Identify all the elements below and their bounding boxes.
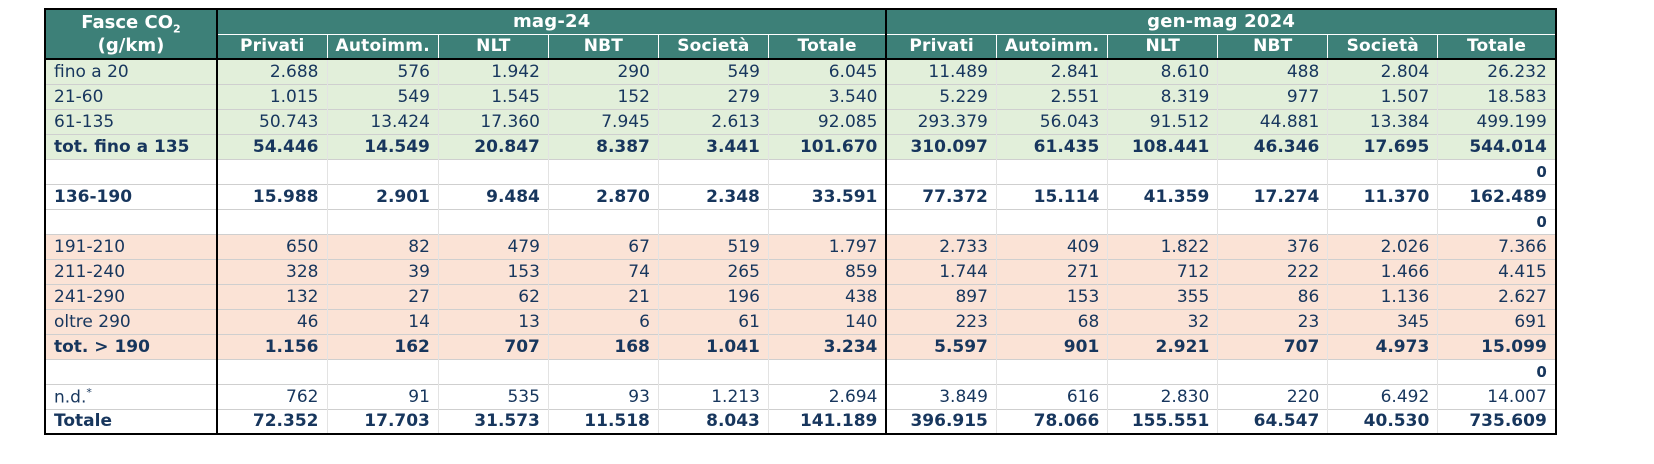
table-cell: 33.591 bbox=[768, 184, 886, 209]
table-cell: 409 bbox=[996, 234, 1107, 259]
table-cell: 6.045 bbox=[768, 59, 886, 84]
table-row bbox=[45, 184, 1556, 209]
table-cell bbox=[658, 359, 768, 384]
table-cell bbox=[768, 359, 886, 384]
table-cell: 78.066 bbox=[996, 409, 1107, 434]
table-cell: 328 bbox=[217, 259, 327, 284]
table-cell bbox=[886, 209, 996, 234]
table-cell: 6.492 bbox=[1328, 384, 1438, 409]
table-cell: 82 bbox=[327, 234, 438, 259]
table-cell bbox=[1218, 359, 1328, 384]
col-header-nbt-1: NBT bbox=[548, 34, 658, 59]
table-row bbox=[45, 159, 1556, 184]
table-cell: 576 bbox=[327, 59, 438, 84]
table-cell: 44.881 bbox=[1218, 109, 1328, 134]
table-cell: 279 bbox=[658, 84, 768, 109]
table-row bbox=[45, 59, 1556, 84]
table-row bbox=[45, 334, 1556, 359]
table-header bbox=[45, 9, 1556, 59]
header-group-row bbox=[45, 9, 1556, 34]
table-cell bbox=[548, 209, 658, 234]
table-cell: 15.099 bbox=[1438, 334, 1556, 359]
table-cell bbox=[327, 359, 438, 384]
table-cell bbox=[996, 159, 1107, 184]
table-cell: 17.274 bbox=[1218, 184, 1328, 209]
table-cell: 2.870 bbox=[548, 184, 658, 209]
table-cell: 15.114 bbox=[996, 184, 1107, 209]
table-cell: 310.097 bbox=[886, 134, 996, 159]
table-cell: 68 bbox=[996, 309, 1107, 334]
table-cell bbox=[658, 159, 768, 184]
table-cell: 91.512 bbox=[1108, 109, 1218, 134]
table-cell: 2.841 bbox=[996, 59, 1107, 84]
table-cell: 56.043 bbox=[996, 109, 1107, 134]
table-cell: 3.540 bbox=[768, 84, 886, 109]
table-cell: 32 bbox=[1108, 309, 1218, 334]
table-cell bbox=[996, 359, 1107, 384]
table-cell: 1.797 bbox=[768, 234, 886, 259]
table-row bbox=[45, 134, 1556, 159]
table-cell: 616 bbox=[996, 384, 1107, 409]
corner-label-line1: Fasce CO bbox=[81, 11, 174, 33]
table-cell bbox=[548, 159, 658, 184]
table-cell: 2.613 bbox=[658, 109, 768, 134]
table-cell: 14.549 bbox=[327, 134, 438, 159]
table-cell: 293.379 bbox=[886, 109, 996, 134]
table-cell: 62 bbox=[438, 284, 548, 309]
table-row bbox=[45, 259, 1556, 284]
group-header-genmag2024: gen-mag 2024 bbox=[886, 9, 1555, 34]
table-cell: 15.988 bbox=[217, 184, 327, 209]
table-cell: 7.945 bbox=[548, 109, 658, 134]
table-cell: 707 bbox=[1218, 334, 1328, 359]
table-cell: 40.530 bbox=[1328, 409, 1438, 434]
corner-header-cell bbox=[45, 9, 217, 59]
table-cell: 7.366 bbox=[1438, 234, 1556, 259]
row-label: 21-60 bbox=[45, 84, 217, 109]
table-cell: 3.441 bbox=[658, 134, 768, 159]
corner-label-subscript: 2 bbox=[173, 22, 181, 36]
table-cell bbox=[1218, 159, 1328, 184]
table-cell: 101.670 bbox=[768, 134, 886, 159]
row-label bbox=[45, 209, 217, 234]
table-row bbox=[45, 359, 1556, 384]
table-cell: 168 bbox=[548, 334, 658, 359]
table-cell: 1.466 bbox=[1328, 259, 1438, 284]
table-cell bbox=[217, 159, 327, 184]
table-cell: 93 bbox=[548, 384, 658, 409]
table-cell: 5.229 bbox=[886, 84, 996, 109]
table-cell: 4.415 bbox=[1438, 259, 1556, 284]
table-cell: 1.822 bbox=[1108, 234, 1218, 259]
table-cell: 5.597 bbox=[886, 334, 996, 359]
table-cell: 355 bbox=[1108, 284, 1218, 309]
row-label: 191-210 bbox=[45, 234, 217, 259]
table-cell: 1.041 bbox=[658, 334, 768, 359]
row-label: 61-135 bbox=[45, 109, 217, 134]
table-cell: 691 bbox=[1438, 309, 1556, 334]
table-cell: 50.743 bbox=[217, 109, 327, 134]
table-cell bbox=[217, 209, 327, 234]
table-cell: 376 bbox=[1218, 234, 1328, 259]
table-cell: 2.348 bbox=[658, 184, 768, 209]
table-cell: 977 bbox=[1218, 84, 1328, 109]
table-cell bbox=[886, 359, 996, 384]
table-cell: 290 bbox=[548, 59, 658, 84]
table-cell bbox=[438, 209, 548, 234]
table-cell bbox=[1108, 359, 1218, 384]
table-row bbox=[45, 284, 1556, 309]
table-cell: 438 bbox=[768, 284, 886, 309]
table-cell bbox=[1108, 209, 1218, 234]
table-cell: 707 bbox=[438, 334, 548, 359]
table-cell bbox=[1328, 159, 1438, 184]
table-cell: 153 bbox=[996, 284, 1107, 309]
table-cell: 91 bbox=[327, 384, 438, 409]
table-cell: 61.435 bbox=[996, 134, 1107, 159]
table-cell: 13 bbox=[438, 309, 548, 334]
row-label: n.d.* bbox=[45, 384, 217, 409]
table-row bbox=[45, 109, 1556, 134]
table-cell: 92.085 bbox=[768, 109, 886, 134]
table-cell bbox=[548, 359, 658, 384]
table-cell: 901 bbox=[996, 334, 1107, 359]
table-cell: 535 bbox=[438, 384, 548, 409]
row-label bbox=[45, 359, 217, 384]
table-cell: 18.583 bbox=[1438, 84, 1556, 109]
table-cell: 72.352 bbox=[217, 409, 327, 434]
table-cell: 762 bbox=[217, 384, 327, 409]
row-label: tot. > 190 bbox=[45, 334, 217, 359]
table-cell: 1.136 bbox=[1328, 284, 1438, 309]
col-header-privati-1: Privati bbox=[217, 34, 327, 59]
table-cell: 2.551 bbox=[996, 84, 1107, 109]
table-cell bbox=[217, 359, 327, 384]
table-cell: 196 bbox=[658, 284, 768, 309]
row-label: 211-240 bbox=[45, 259, 217, 284]
row-label: tot. fino a 135 bbox=[45, 134, 217, 159]
table-cell: 153 bbox=[438, 259, 548, 284]
table-cell: 1.744 bbox=[886, 259, 996, 284]
table-cell: 222 bbox=[1218, 259, 1328, 284]
col-header-nlt-1: NLT bbox=[438, 34, 548, 59]
table-cell: 8.319 bbox=[1108, 84, 1218, 109]
table-cell: 897 bbox=[886, 284, 996, 309]
table-cell: 271 bbox=[996, 259, 1107, 284]
table-cell: 155.551 bbox=[1108, 409, 1218, 434]
table-cell: 1.545 bbox=[438, 84, 548, 109]
table-cell: 67 bbox=[548, 234, 658, 259]
col-header-privati-2: Privati bbox=[886, 34, 996, 59]
table-row bbox=[45, 84, 1556, 109]
table-cell: 13.424 bbox=[327, 109, 438, 134]
table-cell: 17.360 bbox=[438, 109, 548, 134]
table-cell: 9.484 bbox=[438, 184, 548, 209]
table-cell: 549 bbox=[658, 59, 768, 84]
table-cell bbox=[438, 159, 548, 184]
co2-emissions-table bbox=[44, 8, 1557, 435]
table-row bbox=[45, 234, 1556, 259]
table-cell bbox=[768, 209, 886, 234]
corner-label-line2: (g/km) bbox=[97, 35, 165, 57]
col-header-societa-2: Società bbox=[1328, 34, 1438, 59]
table-cell: 74 bbox=[548, 259, 658, 284]
table-cell bbox=[1108, 159, 1218, 184]
table-cell: 2.921 bbox=[1108, 334, 1218, 359]
table-cell: 859 bbox=[768, 259, 886, 284]
table-cell: 26.232 bbox=[1438, 59, 1556, 84]
table-row bbox=[45, 209, 1556, 234]
table-cell: 345 bbox=[1328, 309, 1438, 334]
table-cell: 77.372 bbox=[886, 184, 996, 209]
col-header-nlt-2: NLT bbox=[1108, 34, 1218, 59]
table-cell: 519 bbox=[658, 234, 768, 259]
table-cell: 479 bbox=[438, 234, 548, 259]
table-cell: 162 bbox=[327, 334, 438, 359]
table-cell bbox=[658, 209, 768, 234]
table-cell: 488 bbox=[1218, 59, 1328, 84]
table-cell: 31.573 bbox=[438, 409, 548, 434]
table-cell: 64.547 bbox=[1218, 409, 1328, 434]
table-cell bbox=[1328, 209, 1438, 234]
table-cell: 3.234 bbox=[768, 334, 886, 359]
row-label: 136-190 bbox=[45, 184, 217, 209]
group-header-mag24: mag-24 bbox=[217, 9, 886, 34]
table-cell: 220 bbox=[1218, 384, 1328, 409]
table-cell bbox=[438, 359, 548, 384]
table-cell: 2.627 bbox=[1438, 284, 1556, 309]
row-label: fino a 20 bbox=[45, 59, 217, 84]
header-columns-row bbox=[45, 34, 1556, 59]
table-cell: 13.384 bbox=[1328, 109, 1438, 134]
table-cell: 140 bbox=[768, 309, 886, 334]
table-cell: 265 bbox=[658, 259, 768, 284]
table-cell: 8.043 bbox=[658, 409, 768, 434]
table-cell: 650 bbox=[217, 234, 327, 259]
table-cell: 17.703 bbox=[327, 409, 438, 434]
table-cell: 11.518 bbox=[548, 409, 658, 434]
table-cell: 0 bbox=[1438, 359, 1556, 384]
table-cell: 4.973 bbox=[1328, 334, 1438, 359]
col-header-societa-1: Società bbox=[658, 34, 768, 59]
table-cell: 2.026 bbox=[1328, 234, 1438, 259]
table-cell: 2.804 bbox=[1328, 59, 1438, 84]
table-body bbox=[45, 59, 1556, 434]
row-label: Totale bbox=[45, 409, 217, 434]
table-cell: 54.446 bbox=[217, 134, 327, 159]
table-cell: 2.694 bbox=[768, 384, 886, 409]
table-cell: 14 bbox=[327, 309, 438, 334]
table-cell: 162.489 bbox=[1438, 184, 1556, 209]
table-cell: 11.370 bbox=[1328, 184, 1438, 209]
table-cell: 46.346 bbox=[1218, 134, 1328, 159]
row-label: oltre 290 bbox=[45, 309, 217, 334]
table-cell: 2.733 bbox=[886, 234, 996, 259]
table-cell: 14.007 bbox=[1438, 384, 1556, 409]
table-cell: 0 bbox=[1438, 209, 1556, 234]
table-cell: 1.942 bbox=[438, 59, 548, 84]
table-cell bbox=[327, 209, 438, 234]
row-label-footnote-marker: * bbox=[86, 385, 92, 399]
table-cell: 223 bbox=[886, 309, 996, 334]
table-cell: 1.213 bbox=[658, 384, 768, 409]
table-cell: 8.387 bbox=[548, 134, 658, 159]
table-cell: 2.830 bbox=[1108, 384, 1218, 409]
page-root bbox=[0, 8, 1654, 464]
col-header-autoimm-2: Autoimm. bbox=[996, 34, 1107, 59]
table-cell bbox=[996, 209, 1107, 234]
row-label: 241-290 bbox=[45, 284, 217, 309]
table-cell: 2.901 bbox=[327, 184, 438, 209]
table-cell: 61 bbox=[658, 309, 768, 334]
table-cell bbox=[1218, 209, 1328, 234]
table-row bbox=[45, 384, 1556, 409]
table-cell: 1.156 bbox=[217, 334, 327, 359]
table-cell: 152 bbox=[548, 84, 658, 109]
table-cell bbox=[327, 159, 438, 184]
table-cell: 396.915 bbox=[886, 409, 996, 434]
table-cell: 21 bbox=[548, 284, 658, 309]
table-cell: 132 bbox=[217, 284, 327, 309]
table-cell: 0 bbox=[1438, 159, 1556, 184]
table-cell: 1.507 bbox=[1328, 84, 1438, 109]
table-cell: 86 bbox=[1218, 284, 1328, 309]
table-row bbox=[45, 309, 1556, 334]
table-cell: 2.688 bbox=[217, 59, 327, 84]
table-cell: 27 bbox=[327, 284, 438, 309]
table-cell: 1.015 bbox=[217, 84, 327, 109]
table-cell: 8.610 bbox=[1108, 59, 1218, 84]
table-cell: 549 bbox=[327, 84, 438, 109]
table-cell: 23 bbox=[1218, 309, 1328, 334]
table-cell: 3.849 bbox=[886, 384, 996, 409]
table-row bbox=[45, 409, 1556, 434]
table-cell: 141.189 bbox=[768, 409, 886, 434]
table-cell: 41.359 bbox=[1108, 184, 1218, 209]
table-cell bbox=[1328, 359, 1438, 384]
table-cell: 17.695 bbox=[1328, 134, 1438, 159]
col-header-totale-2: Totale bbox=[1438, 34, 1556, 59]
col-header-totale-1: Totale bbox=[768, 34, 886, 59]
table-cell: 39 bbox=[327, 259, 438, 284]
table-cell: 20.847 bbox=[438, 134, 548, 159]
table-cell: 11.489 bbox=[886, 59, 996, 84]
table-cell: 499.199 bbox=[1438, 109, 1556, 134]
table-cell: 6 bbox=[548, 309, 658, 334]
col-header-autoimm-1: Autoimm. bbox=[327, 34, 438, 59]
table-cell bbox=[886, 159, 996, 184]
table-cell: 735.609 bbox=[1438, 409, 1556, 434]
col-header-nbt-2: NBT bbox=[1218, 34, 1328, 59]
row-label bbox=[45, 159, 217, 184]
table-cell: 712 bbox=[1108, 259, 1218, 284]
table-cell bbox=[768, 159, 886, 184]
table-cell: 46 bbox=[217, 309, 327, 334]
table-cell: 544.014 bbox=[1438, 134, 1556, 159]
table-cell: 108.441 bbox=[1108, 134, 1218, 159]
